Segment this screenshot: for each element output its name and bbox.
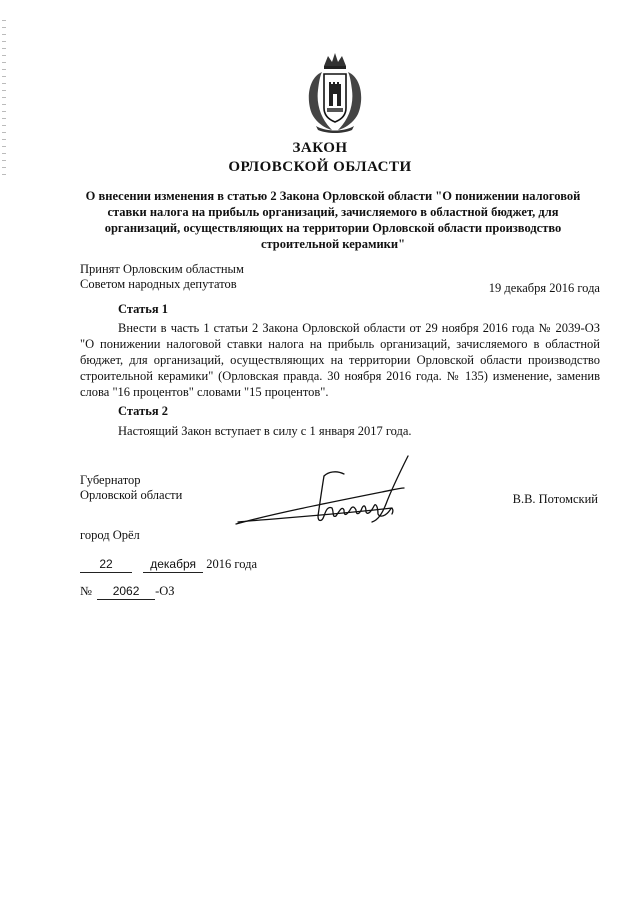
handwritten-signature [232, 452, 412, 530]
signing-date [80, 556, 257, 573]
law-number-value: 2062 [97, 583, 155, 600]
article-1-heading: Статья 1 [118, 302, 168, 316]
governor-name: В.В. Потомский [512, 492, 598, 506]
adoption-date: 19 декабря 2016 года [488, 281, 600, 295]
city-label: город Орёл [80, 528, 140, 542]
signing-year: 2016 года [206, 557, 257, 571]
governor-title-line1: Губернатор [80, 473, 141, 487]
signing-month: декабря [143, 556, 203, 573]
document-subtitle: О внесении изменения в статью 2 Закона Орловской области "О понижении налоговой ставки налога на прибыль организаций, зачисляемого в областной бюджет, для организаций, осуществляющих на территории Орловской области производство строительной керамики" [85, 189, 581, 251]
law-number-suffix: -ОЗ [155, 584, 175, 598]
governor-title-line2: Орловской области [80, 488, 183, 502]
article-2-text: Настоящий Закон вступает в силу с 1 января 2017 года. [118, 424, 412, 438]
adoption-line2: Советом народных депутатов [80, 277, 237, 291]
coat-of-arms-emblem [302, 50, 368, 134]
signing-day: 22 [80, 556, 132, 573]
adoption-line1: Принят Орловским областным [80, 262, 244, 276]
document-title-line1: ЗАКОН [292, 140, 348, 156]
number-sign: № [80, 584, 92, 598]
law-number [80, 583, 175, 600]
article-1-text: Внести в часть 1 статьи 2 Закона Орловской области от 29 ноября 2016 года № 2039-ОЗ "О понижении налоговой ставки налога на прибыль организаций, зачисляемого в областной бюджет, для организаций, осуществляющих на территории Орловской области производство строительной керамики" (Орловская правда. 30 ноября 2016 года. № 135) изменение, заменив слова "16 процентов" словами "15 процентов". [80, 321, 600, 399]
article-2-heading: Статья 2 [118, 404, 168, 418]
document-title-line2: ОРЛОВСКОЙ ОБЛАСТИ [228, 159, 412, 175]
